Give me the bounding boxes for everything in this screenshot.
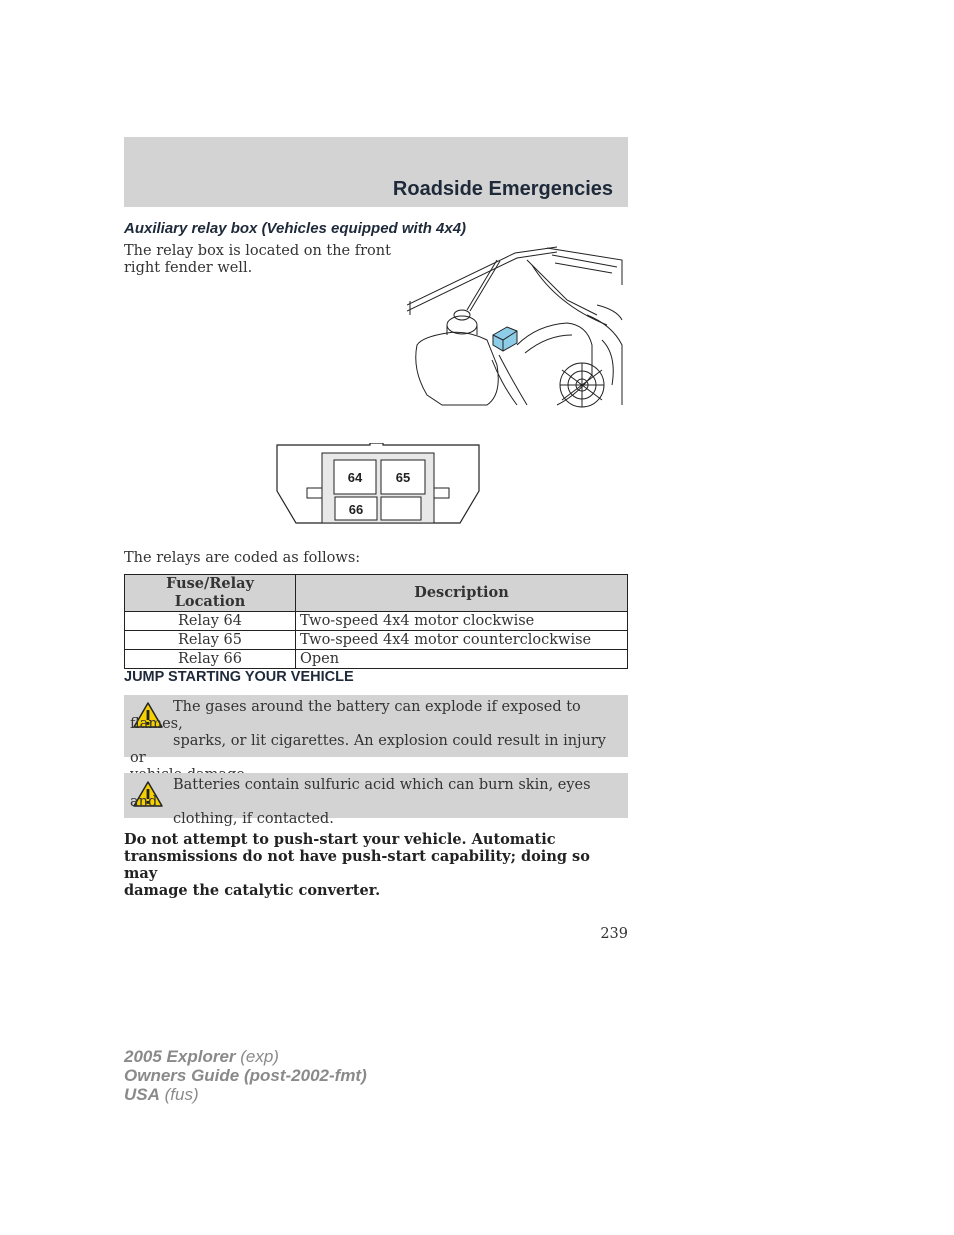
warning-line: The gases around the battery can explode if exposed to flames, bbox=[130, 699, 581, 732]
warning-line: Batteries contain sulfuric acid which can burn skin, eyes and bbox=[130, 777, 591, 810]
table-cell: Relay 64 bbox=[125, 612, 296, 631]
push-start-caution bbox=[124, 831, 628, 899]
table-row bbox=[125, 612, 628, 631]
caution-line: Do not attempt to push-start your vehicle. Automatic bbox=[124, 831, 556, 848]
table-cell: Relay 66 bbox=[125, 650, 296, 669]
warning-line: clothing, if contacted. bbox=[173, 811, 334, 827]
section-heading: JUMP STARTING YOUR VEHICLE bbox=[124, 669, 354, 685]
section-subheading: Auxiliary relay box (Vehicles equipped with 4x4) bbox=[124, 220, 467, 237]
location-text bbox=[124, 243, 391, 277]
footer-guide: Owners Guide (post-2002-fmt) bbox=[124, 1066, 367, 1085]
page-number: 239 bbox=[600, 926, 628, 942]
footer-model: 2005 Explorer bbox=[124, 1047, 236, 1066]
relay-box-diagram bbox=[275, 443, 481, 526]
caution-line: transmissions do not have push-start capability; doing so may bbox=[124, 848, 590, 882]
footer-model-code: (exp) bbox=[235, 1047, 279, 1066]
engine-compartment-illustration bbox=[407, 245, 625, 408]
footer-market: USA bbox=[124, 1085, 160, 1104]
caution-line: damage the catalytic converter. bbox=[124, 882, 381, 899]
warning-box bbox=[124, 695, 628, 766]
table-cell: Two-speed 4x4 motor counterclockwise bbox=[296, 631, 628, 650]
footer-market-code: (fus) bbox=[159, 1085, 199, 1104]
document-footer bbox=[124, 1047, 367, 1104]
footer-line-2 bbox=[124, 1066, 367, 1085]
table-header-row bbox=[125, 575, 628, 612]
relay-label-66: 66 bbox=[348, 502, 364, 517]
relay-label-65: 65 bbox=[395, 470, 411, 485]
relay-box-highlight bbox=[493, 327, 517, 351]
relay-label-64: 64 bbox=[347, 470, 363, 485]
footer-line-3 bbox=[124, 1085, 367, 1104]
table-header: Description bbox=[296, 575, 628, 612]
location-line-2: right fender well. bbox=[124, 260, 253, 276]
footer-line-1 bbox=[124, 1047, 367, 1066]
page-title: Roadside Emergencies bbox=[392, 178, 613, 200]
warning-text bbox=[130, 699, 614, 784]
table-row bbox=[125, 650, 628, 669]
warning-box bbox=[124, 773, 628, 827]
warning-text bbox=[130, 777, 614, 828]
header-band bbox=[124, 137, 628, 207]
relays-intro: The relays are coded as follows: bbox=[124, 550, 361, 566]
warning-line: sparks, or lit cigarettes. An explosion could result in injury or bbox=[130, 733, 607, 766]
table-cell: Two-speed 4x4 motor clockwise bbox=[296, 612, 628, 631]
table-header: Fuse/Relay Location bbox=[125, 575, 296, 612]
table-cell: Open bbox=[296, 650, 628, 669]
relay-table bbox=[124, 574, 628, 669]
location-line-1: The relay box is located on the front bbox=[124, 243, 391, 259]
table-row bbox=[125, 631, 628, 650]
relay-slot-empty bbox=[381, 497, 421, 520]
table-cell: Relay 65 bbox=[125, 631, 296, 650]
